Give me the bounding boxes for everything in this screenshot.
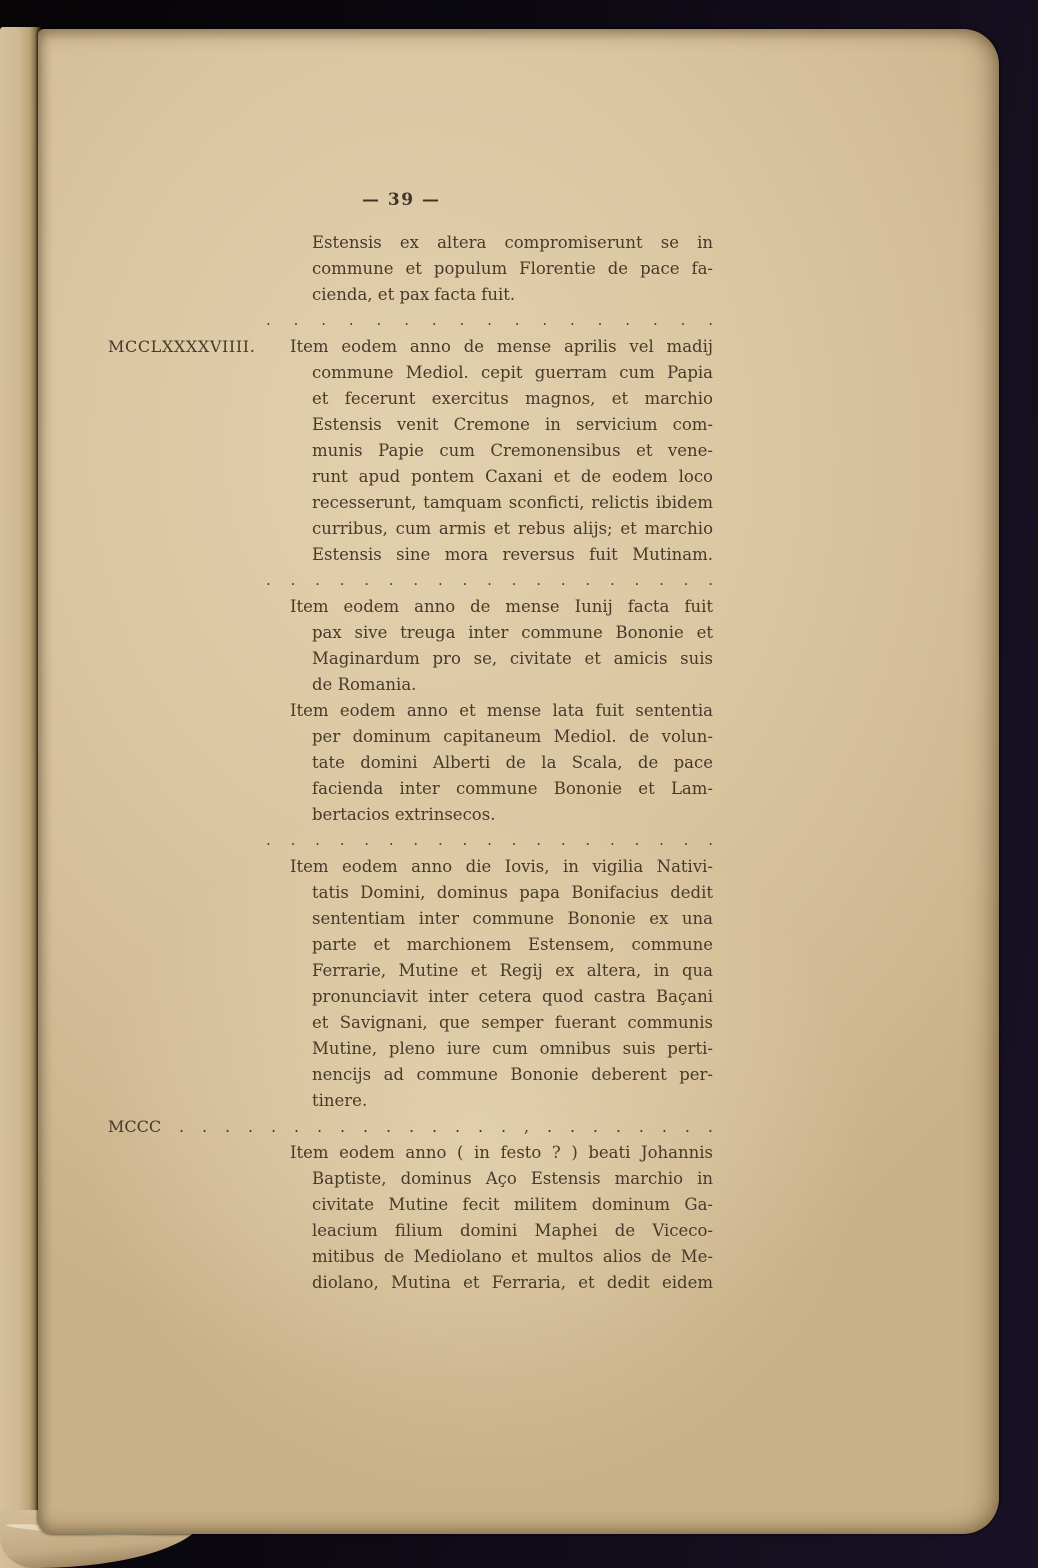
text-line: Baptiste, dominus Aço Estensis marchio in	[312, 1169, 713, 1188]
text-line: curribus, cum armis et rebus alijs; et marchio	[312, 519, 713, 538]
text-line: de Romania.	[312, 675, 417, 694]
text-line: et Savignani, que semper fuerant communis	[312, 1013, 713, 1032]
year-label-1300: MCCC	[108, 1117, 162, 1136]
text-line: nencijs ad commune Bononie deberent per-	[312, 1065, 713, 1084]
text-line: Item eodem anno de mense Iunij facta fuit	[290, 597, 713, 616]
paragraph-june	[290, 594, 713, 698]
paragraph-1299	[108, 334, 713, 568]
text-line: Estensis ex altera compromiserunt se in	[312, 233, 713, 252]
text-line: Estensis sine mora reversus fuit Mutinam.	[312, 545, 713, 564]
text-line: Item eodem anno die Iovis, in vigilia Nativi-	[290, 857, 713, 876]
text-line: recesserunt, tamquam sconficti, relictis ibidem	[312, 493, 713, 512]
text-line: Item eodem anno de mense aprilis vel madij	[290, 337, 713, 356]
dots-separator-4: . . . . . . . . . . . . . . . , . . . . . . . .	[179, 1117, 713, 1136]
book-page	[38, 29, 999, 1534]
text-line: et fecerunt exercitus magnos, et marchio	[312, 389, 713, 408]
page-number: — 39 —	[362, 190, 441, 210]
year-label-1299: MCCLXXXXVIIII.	[108, 337, 256, 356]
text-line: commune et populum Florentie de pace fa-	[312, 259, 713, 278]
dots-separator-3: . . . . . . . . . . . . . . . . . . .	[266, 831, 713, 849]
paragraph-1300	[290, 1140, 713, 1296]
text-line: diolano, Mutina et Ferraria, et dedit eidem	[312, 1273, 713, 1292]
text-line: tatis Domini, dominus papa Bonifacius dedit	[312, 883, 713, 902]
text-line: parte et marchionem Estensem, commune	[312, 935, 713, 954]
text-line: bertacios extrinsecos.	[312, 805, 496, 824]
paragraph-sententia	[290, 698, 713, 828]
text-line: Ferrarie, Mutine et Regij ex altera, in qua	[312, 961, 713, 980]
text-line: pronunciavit inter cetera quod castra Baçani	[312, 987, 713, 1006]
text-line: Estensis venit Cremone in servicium com-	[312, 415, 713, 434]
text-line: Maginardum pro se, civitate et amicis suis	[312, 649, 713, 668]
dots-separator-2: . . . . . . . . . . . . . . . . . . .	[266, 571, 713, 589]
text-line: sententiam inter commune Bononie ex una	[312, 909, 713, 928]
text-line: munis Papie cum Cremonensibus et vene-	[312, 441, 713, 460]
dots-separator-1: . . . . . . . . . . . . . . . . .	[266, 311, 713, 329]
text-line: commune Mediol. cepit guerram cum Papia	[312, 363, 713, 382]
text-line: Mutine, pleno iure cum omnibus suis perti-	[312, 1039, 713, 1058]
text-line: tinere.	[312, 1091, 368, 1110]
text-line: leacium filium domini Maphei de Viceco-	[312, 1221, 713, 1240]
text-line: civitate Mutine fecit militem dominum Ga-	[312, 1195, 713, 1214]
page-text-block	[108, 187, 713, 1296]
paragraph-continuation	[290, 230, 713, 308]
text-line: per dominum capitaneum Mediol. de volun-	[312, 727, 713, 746]
text-line: mitibus de Mediolano et multos alios de Me-	[312, 1247, 713, 1266]
text-line: runt apud pontem Caxani et de eodem loco	[312, 467, 713, 486]
text-line: Item eodem anno et mense lata fuit sententia	[290, 701, 713, 720]
text-line: Item eodem anno ( in festo ? ) beati Johannis	[290, 1143, 713, 1162]
page-stack-left	[0, 27, 41, 1568]
text-line: pax sive treuga inter commune Bononie et	[312, 623, 713, 642]
year-row-1300	[108, 1114, 713, 1140]
paragraph-bonifacius	[290, 854, 713, 1114]
text-line: tate domini Alberti de la Scala, de pace	[312, 753, 713, 772]
text-line: facienda inter commune Bononie et Lam-	[312, 779, 713, 798]
text-line: cienda, et pax facta fuit.	[312, 285, 516, 304]
